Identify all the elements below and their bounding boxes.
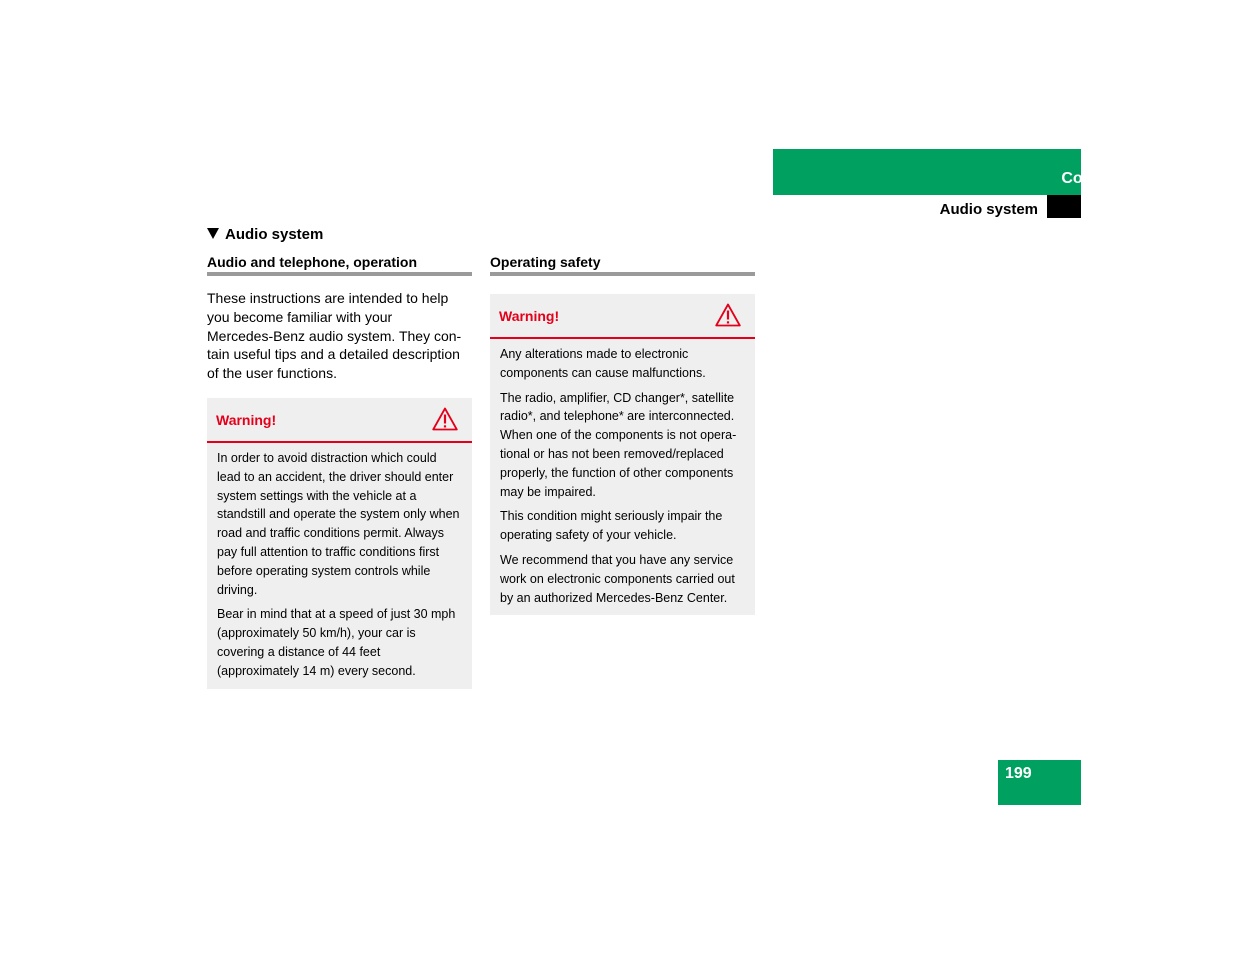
warning-triangle-icon xyxy=(715,303,741,327)
intro-line: you become familiar with your xyxy=(207,308,393,325)
section-header: Audio system xyxy=(939,201,1038,218)
page-number: 199 xyxy=(1005,765,1032,782)
text-line: We recommend that you have any service xyxy=(500,552,734,567)
section-tab-marker xyxy=(1047,195,1081,218)
text-line: work on electronic components carried out xyxy=(500,571,735,586)
text-line: components can cause malfunctions. xyxy=(500,365,706,380)
intro-line: These instructions are intended to help xyxy=(207,290,449,306)
warning-header xyxy=(490,294,755,339)
warning-paragraph xyxy=(217,605,462,680)
page-title-text: Audio system xyxy=(225,226,324,243)
warning-paragraph xyxy=(217,449,462,599)
text-line: tional or has not been removed/replaced xyxy=(500,446,724,461)
warning-paragraph xyxy=(500,389,745,502)
warning-label: Warning! xyxy=(499,308,560,324)
text-line: system settings with the vehicle at a xyxy=(217,488,417,503)
warning-box xyxy=(207,398,472,689)
left-column xyxy=(207,254,472,689)
warning-body xyxy=(207,443,472,689)
text-line: covering a distance of 44 feet xyxy=(217,644,381,659)
chapter-header-bar xyxy=(773,149,1081,195)
page-title xyxy=(207,226,323,243)
intro-line: of the user functions. xyxy=(207,365,337,382)
left-subheading: Audio and telephone, operation xyxy=(207,254,472,276)
text-line: Any alterations made to electronic xyxy=(500,347,689,361)
warning-box xyxy=(490,294,755,615)
warning-paragraph xyxy=(500,507,745,545)
right-column xyxy=(490,254,755,615)
text-line: (approximately 50 km/h), your car is xyxy=(217,626,416,641)
chapter-title: Controls in detail xyxy=(1061,170,1192,187)
warning-header xyxy=(207,398,472,443)
text-line: pay full attention to traffic conditions first xyxy=(217,544,440,559)
text-line: driving. xyxy=(217,582,258,597)
text-line: This condition might seriously impair the xyxy=(500,509,723,524)
right-subheading: Operating safety xyxy=(490,254,755,276)
text-line: When one of the components is not opera- xyxy=(500,428,737,443)
warning-label: Warning! xyxy=(216,411,277,428)
text-line: before operating system controls while xyxy=(217,563,431,578)
text-line: radio*, and telephone* are interconnected. xyxy=(500,409,735,424)
intro-paragraph xyxy=(207,289,472,383)
text-line: The radio, amplifier, CD changer*, satellite xyxy=(500,390,735,405)
warning-paragraph xyxy=(500,551,745,607)
triangle-bullet-icon xyxy=(207,228,219,239)
text-line: standstill and operate the system only when xyxy=(217,507,460,522)
text-line: In order to avoid distraction which could xyxy=(217,450,437,465)
text-line: operating safety of your vehicle. xyxy=(500,528,677,543)
warning-paragraph xyxy=(500,345,745,383)
text-line: by an authorized Mercedes-Benz Center. xyxy=(500,590,728,605)
text-line: Bear in mind that at a speed of just 30 mph xyxy=(217,607,456,622)
text-line: (approximately 14 m) every second. xyxy=(217,663,416,678)
text-line: lead to an accident, the driver should enter xyxy=(217,469,454,484)
warning-triangle-icon xyxy=(432,407,458,431)
warning-body xyxy=(490,339,755,615)
intro-line: tain useful tips and a detailed description xyxy=(207,346,460,363)
text-line: road and traffic conditions permit. Always xyxy=(217,526,444,541)
text-line: may be impaired. xyxy=(500,484,596,499)
intro-line: Mercedes-Benz audio system. They con- xyxy=(207,327,462,344)
text-line: properly, the function of other components xyxy=(500,465,734,480)
